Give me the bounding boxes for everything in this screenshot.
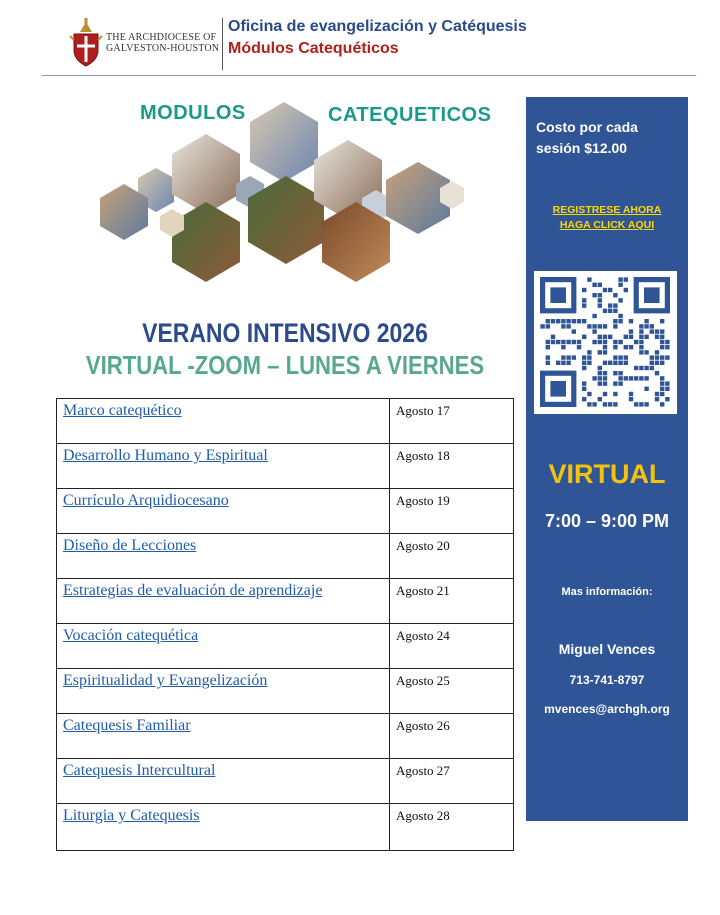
table-row (57, 399, 514, 444)
hex-photo-procession (172, 202, 240, 282)
course-link[interactable]: Catequesis Intercultural (63, 762, 216, 779)
banner-word-catequeticos: CATEQUETICOS (328, 104, 492, 126)
table-row (57, 444, 514, 489)
course-link[interactable]: Estrategias de evaluación de aprendizaje (63, 582, 323, 599)
virtual-zoom-subtitle: VIRTUAL -ZOOM – LUNES A VIERNES (85, 350, 485, 380)
course-date: Agosto 27 (390, 759, 514, 804)
contact-email[interactable]: mvences@archgh.org (544, 702, 670, 716)
course-cell (57, 759, 390, 804)
course-cell (57, 534, 390, 579)
table-row (57, 804, 514, 851)
schedule-table (56, 398, 514, 851)
course-cell (57, 804, 390, 851)
course-link[interactable]: Marco catequético (63, 402, 182, 419)
course-cell (57, 444, 390, 489)
course-date: Agosto 19 (390, 489, 514, 534)
office-title: Oficina de evangelización y Catéquesis (228, 18, 527, 35)
summer-title: VERANO INTENSIVO 2026 (142, 318, 428, 348)
course-date: Agosto 17 (390, 399, 514, 444)
course-cell (57, 624, 390, 669)
header (0, 0, 720, 80)
table-row (57, 759, 514, 804)
course-date: Agosto 26 (390, 714, 514, 759)
contact-name: Miguel Vences (558, 641, 656, 657)
course-date: Agosto 25 (390, 669, 514, 714)
table-row (57, 579, 514, 624)
course-link[interactable]: Diseño de Lecciones (63, 537, 197, 554)
course-link[interactable]: Vocación catequética (63, 627, 199, 644)
course-date: Agosto 24 (390, 624, 514, 669)
session-hours: 7:00 – 9:00 PM (544, 511, 670, 531)
header-divider (222, 18, 223, 70)
org-line-1: THE ARCHDIOCESE OF (106, 32, 217, 43)
register-link[interactable] (526, 203, 688, 233)
table-row (57, 489, 514, 534)
cost-line-1: Costo por cada (536, 119, 638, 135)
course-link[interactable]: Liturgia y Catequesis (63, 807, 200, 824)
course-date: Agosto 21 (390, 579, 514, 624)
course-cell (57, 714, 390, 759)
banner-word-modulos: MODULOS (140, 102, 246, 124)
more-info-label: Mas información: (561, 586, 653, 598)
course-cell (57, 489, 390, 534)
hexagon-photos (96, 98, 472, 284)
course-cell (57, 579, 390, 624)
page-subtitle: Módulos Catequéticos (228, 40, 399, 57)
course-link[interactable]: Desarrollo Humano y Espiritual (63, 447, 268, 464)
info-sidebar (526, 97, 688, 821)
course-cell (57, 399, 390, 444)
contact-phone: 713-741-8797 (569, 673, 645, 687)
header-rule (42, 75, 696, 76)
course-date: Agosto 18 (390, 444, 514, 489)
table-row (57, 669, 514, 714)
archdiocese-name (106, 32, 219, 54)
register-line-1[interactable]: REGISTRESE AHORA (552, 204, 662, 216)
org-line-2: GALVESTON-HOUSTON (106, 43, 220, 54)
course-link[interactable]: Espiritualidad y Evangelización (63, 672, 268, 689)
course-date: Agosto 20 (390, 534, 514, 579)
register-line-2[interactable]: HAGA CLICK AQUI (559, 219, 655, 231)
virtual-label: VIRTUAL (548, 459, 666, 489)
table-row (57, 714, 514, 759)
hex-photo-group-reading (250, 102, 318, 182)
qr-code-icon[interactable] (534, 271, 677, 414)
cost-line-2: sesión $12.00 (536, 140, 628, 156)
course-link[interactable]: Catequesis Familiar (63, 717, 191, 734)
course-cell (57, 669, 390, 714)
course-link[interactable]: Currículo Arquidiocesano (63, 492, 229, 509)
course-date: Agosto 28 (390, 804, 514, 851)
table-row (57, 624, 514, 669)
archdiocese-crest-icon (68, 18, 104, 68)
cost-info (536, 117, 638, 159)
table-row (57, 534, 514, 579)
photo-collage (96, 98, 492, 284)
